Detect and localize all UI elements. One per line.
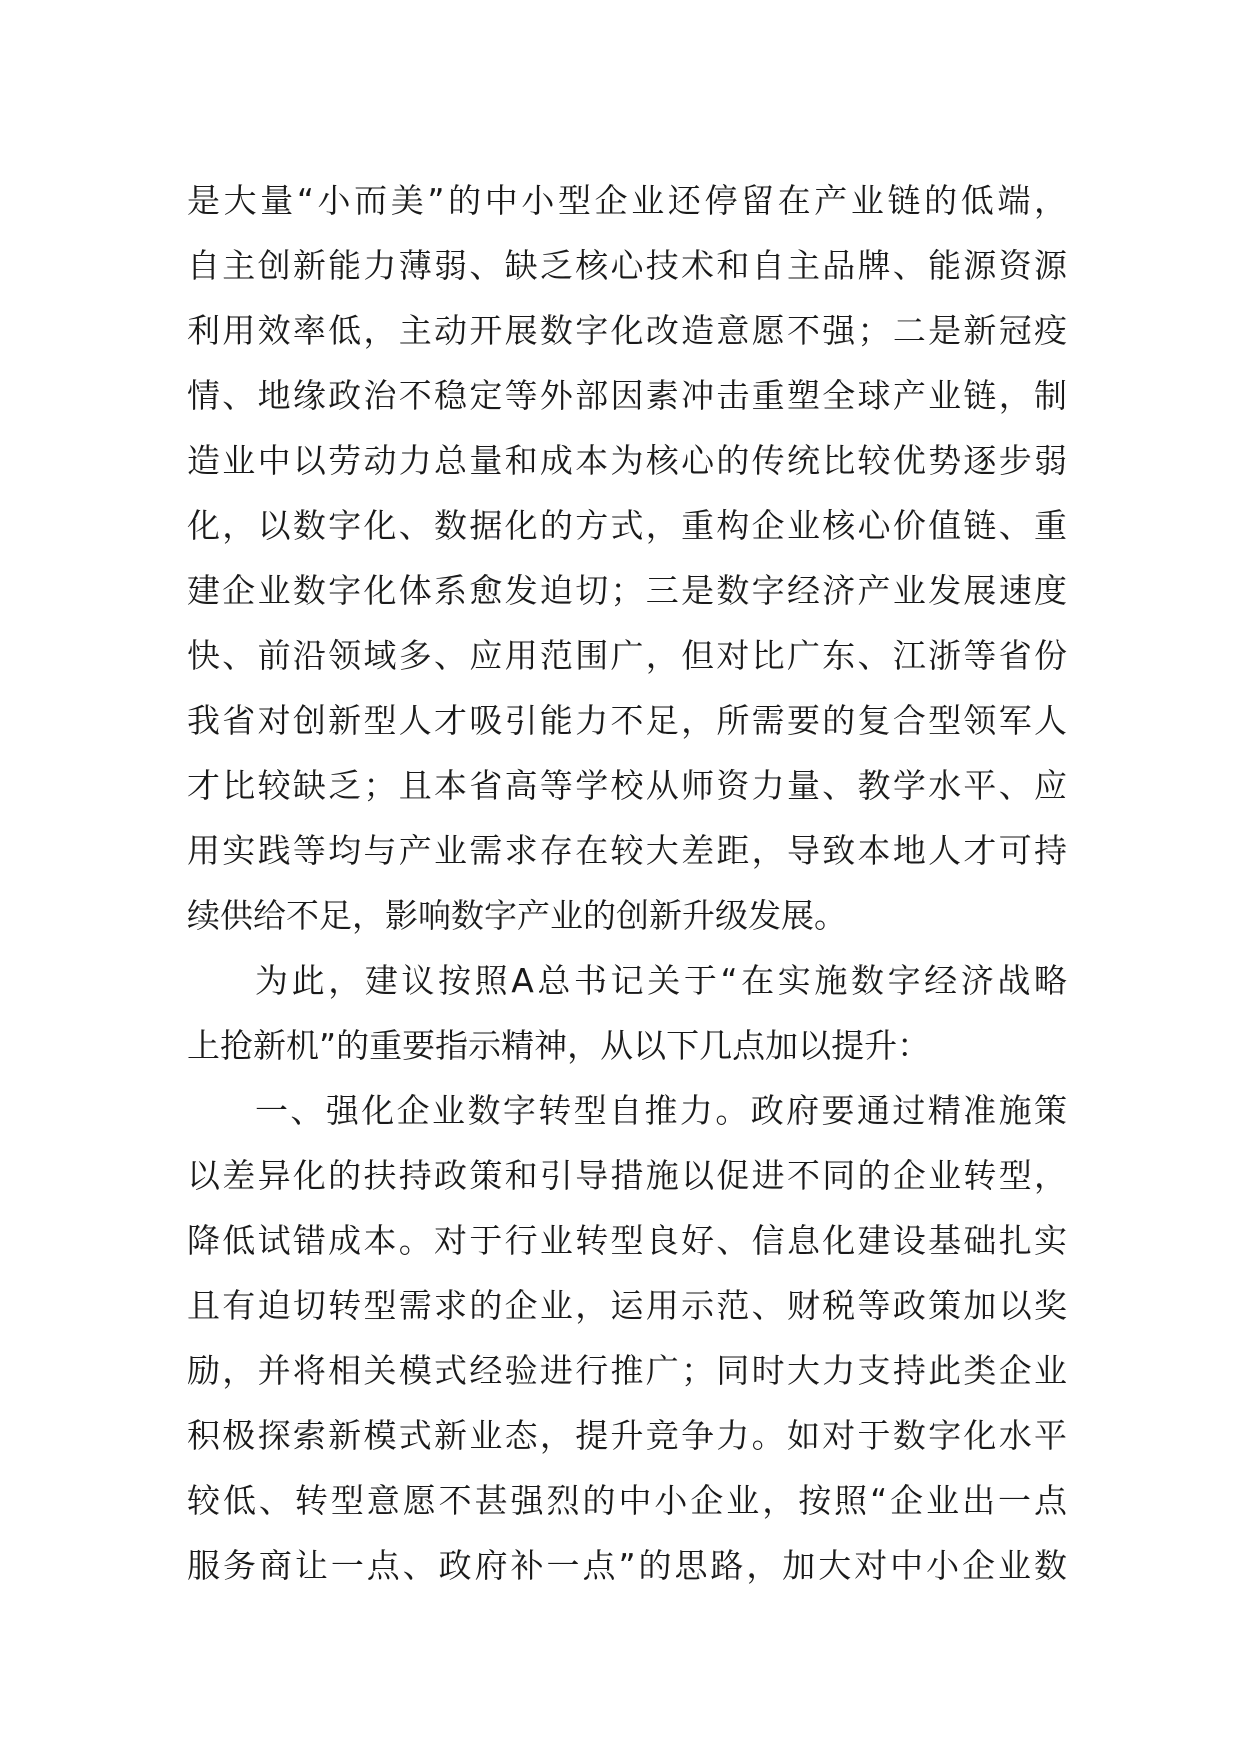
text-line: 我省对创新型人才吸引能力不足，所需要的复合型领军人 bbox=[187, 701, 1067, 740]
text-line: 用实践等均与产业需求存在较大差距，导致本地人才可持 bbox=[187, 831, 1067, 870]
text-line: 情、地缘政治不稳定等外部因素冲击重塑全球产业链，制 bbox=[187, 376, 1067, 415]
text-line: 且有迫切转型需求的企业，运用示范、财税等政策加以奖 bbox=[187, 1286, 1067, 1325]
text-line: 积极探索新模式新业态，提升竞争力。如对于数字化水平 bbox=[187, 1416, 1067, 1455]
text-line: 上抢新机”的重要指示精神，从以下几点加以提升： bbox=[187, 1026, 931, 1065]
text-line: 利用效率低，主动开展数字化改造意愿不强；二是新冠疫 bbox=[187, 311, 1067, 350]
text-line: 较低、转型意愿不甚强烈的中小企业，按照“企业出一点 bbox=[187, 1481, 1067, 1520]
text-line: 造业中以劳动力总量和成本为核心的传统比较优势逐步弱 bbox=[187, 441, 1067, 480]
paragraph-first-line: 为此，建议按照A总书记关于“在实施数字经济战略 bbox=[255, 961, 1067, 1000]
text-line: 服务商让一点、政府补一点”的思路，加大对中小企业数 bbox=[187, 1546, 1067, 1585]
text-line: 自主创新能力薄弱、缺乏核心技术和自主品牌、能源资源 bbox=[187, 246, 1067, 285]
body-text bbox=[187, 168, 1067, 1598]
text-line: 降低试错成本。对于行业转型良好、信息化建设基础扎实 bbox=[187, 1221, 1067, 1260]
text-line: 才比较缺乏；且本省高等学校从师资力量、教学水平、应 bbox=[187, 766, 1067, 805]
section-heading-line: 一、强化企业数字转型自推力。政府要通过精准施策 bbox=[255, 1091, 1067, 1130]
text-line: 快、前沿领域多、应用范围广，但对比广东、江浙等省份 bbox=[187, 636, 1067, 675]
text-line: 续供给不足，影响数字产业的创新升级发展。 bbox=[187, 896, 847, 935]
text-line: 建企业数字化体系愈发迫切；三是数字经济产业发展速度 bbox=[187, 571, 1067, 610]
text-line: 励，并将相关模式经验进行推广；同时大力支持此类企业 bbox=[187, 1351, 1067, 1390]
text-line: 以差异化的扶持政策和引导措施以促进不同的企业转型， bbox=[187, 1156, 1067, 1195]
text-line: 是大量“小而美”的中小型企业还停留在产业链的低端， bbox=[187, 181, 1067, 220]
text-line: 化，以数字化、数据化的方式，重构企业核心价值链、重 bbox=[187, 506, 1067, 545]
